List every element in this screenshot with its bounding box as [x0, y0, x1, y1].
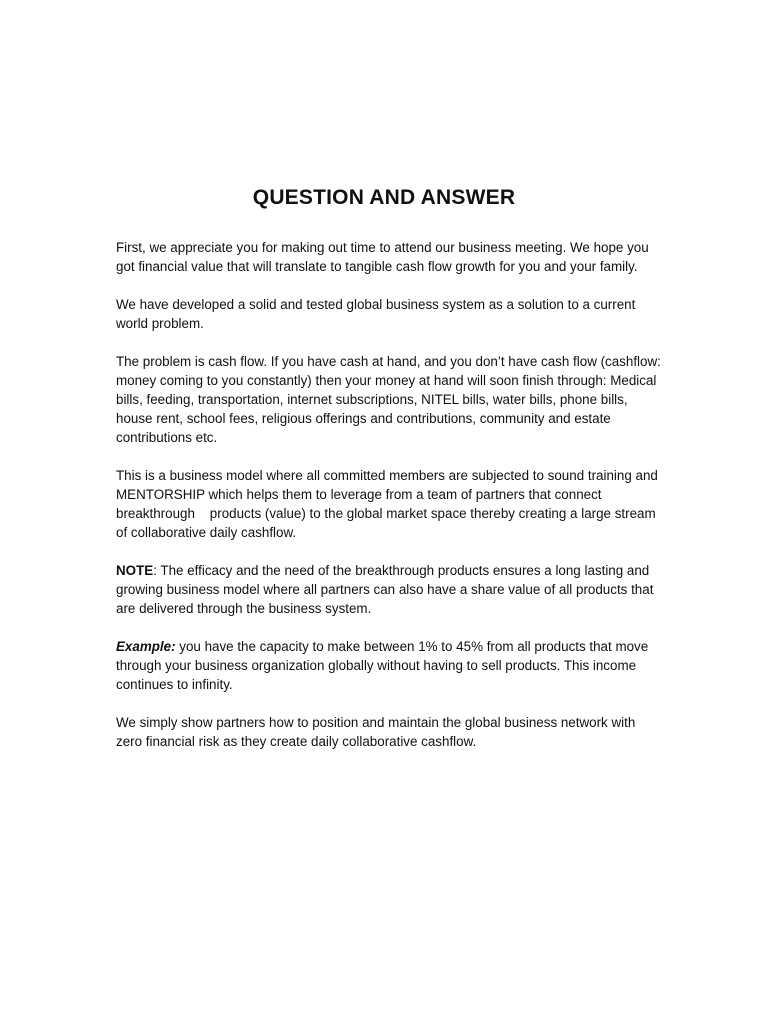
paragraph-intro: First, we appreciate you for making out time to attend our business meeting. We hope you got financial value that will translate to tangible cash flow growth for you and your family. — [116, 240, 653, 274]
example-label: Example: — [116, 639, 176, 654]
paragraph-note — [116, 561, 662, 618]
document-body — [116, 238, 665, 770]
note-text: : The efficacy and the need of the breakthrough products ensures a long lasting and growing business model where all partners can also have a share value of all products that are delivered through the business system. — [116, 563, 658, 616]
page-title: QUESTION AND ANSWER — [252, 186, 516, 209]
paragraph-closing: We simply show partners how to position and maintain the global business network with zero financial risk as they create daily collaborative cashflow. — [116, 715, 640, 749]
paragraph-business-model: This is a business model where all committed members are subjected to sound training and MENTORSHIP which helps them to leverage from a team of partners that connect breakthrough products (value) to the global market space thereby creating a large stream of collaborative daily cashflow. — [116, 468, 662, 540]
paragraph-example — [116, 637, 662, 694]
paragraph-solution: We have developed a solid and tested global business system as a solution to a current world problem. — [116, 297, 640, 331]
note-label: NOTE — [116, 563, 154, 578]
paragraph-problem: The problem is cash flow. If you have cash at hand, and you don’t have cash flow (cashflow: money coming to you constantly) then your money at hand will soon finish through: Medical bills, feeding, transportation, internet subscriptions, NITEL bills, water bills, phone bills, house rent, school fees, religious offerings and contributions, community and estate contributions etc. — [116, 354, 665, 445]
example-text: you have the capacity to make between 1% to 45% from all products that move through your business organization globally without having to sell products. This income continues to infinity. — [116, 639, 652, 692]
